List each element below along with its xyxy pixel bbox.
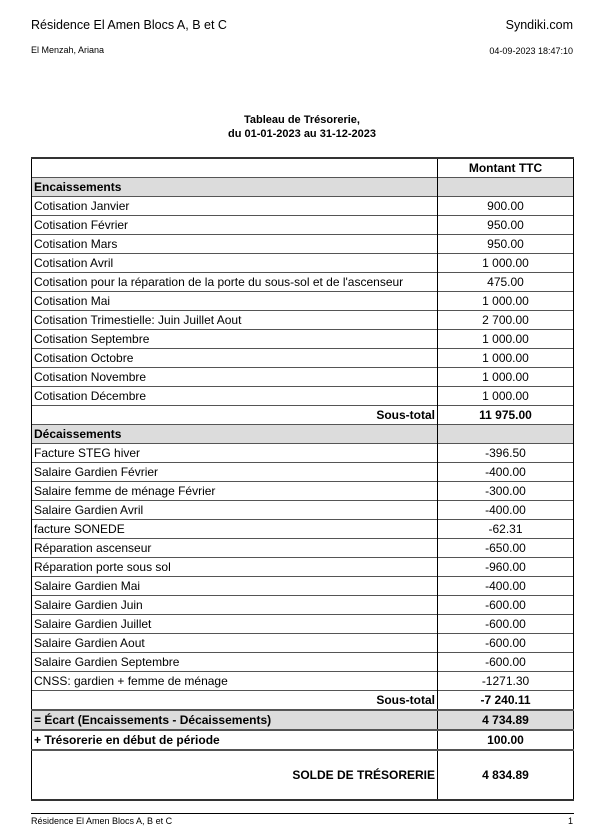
opening-balance-row [32, 730, 574, 750]
row-label: Facture STEG hiver [32, 444, 438, 463]
row-amount: -650.00 [438, 539, 574, 558]
row-amount: -396.50 [438, 444, 574, 463]
row-amount: 1 000.00 [438, 368, 574, 387]
row-label: Salaire Gardien Mai [32, 577, 438, 596]
subtotal-amount: -7 240.11 [438, 691, 574, 711]
row-label: Cotisation Mai [32, 292, 438, 311]
row-amount: -62.31 [438, 520, 574, 539]
row-amount: 2 700.00 [438, 311, 574, 330]
section-label: Encaissements [32, 178, 438, 197]
row-amount: -960.00 [438, 558, 574, 577]
ecart-label: = Écart (Encaissements - Décaissements) [32, 710, 438, 730]
row-label: Salaire Gardien Juin [32, 596, 438, 615]
row-label: Salaire Gardien Juillet [32, 615, 438, 634]
table-row [32, 349, 574, 368]
subtotal-label: Sous-total [32, 691, 438, 711]
section-encaissements [32, 178, 574, 197]
ecart-row [32, 710, 574, 730]
table-row [32, 615, 574, 634]
row-amount: 475.00 [438, 273, 574, 292]
report-title-line1: Tableau de Trésorerie, [244, 114, 360, 126]
table-row [32, 444, 574, 463]
row-amount: -600.00 [438, 653, 574, 672]
closing-balance-row [32, 750, 574, 800]
column-header-amount: Montant TTC [438, 158, 574, 178]
row-label: Cotisation Novembre [32, 368, 438, 387]
row-label: Cotisation Janvier [32, 197, 438, 216]
table-row [32, 330, 574, 349]
subtotal-decaissements [32, 691, 574, 711]
row-label: facture SONEDE [32, 520, 438, 539]
row-label: Réparation porte sous sol [32, 558, 438, 577]
section-empty-cell [438, 425, 574, 444]
closing-balance-amount: 4 834.89 [438, 750, 574, 800]
row-label: Salaire Gardien Aout [32, 634, 438, 653]
row-label: Salaire Gardien Avril [32, 501, 438, 520]
table-row [32, 235, 574, 254]
footer-divider [31, 813, 574, 814]
table-row [32, 653, 574, 672]
row-amount: -400.00 [438, 577, 574, 596]
opening-balance-label: + Trésorerie en début de période [32, 730, 438, 750]
table-row [32, 387, 574, 406]
table-row [32, 596, 574, 615]
row-amount: 1 000.00 [438, 387, 574, 406]
row-amount: 950.00 [438, 216, 574, 235]
residence-location: El Menzah, Ariana [31, 45, 105, 55]
row-amount: -1271.30 [438, 672, 574, 691]
row-amount: -300.00 [438, 482, 574, 501]
row-amount: 1 000.00 [438, 330, 574, 349]
row-amount: -400.00 [438, 463, 574, 482]
table-row [32, 482, 574, 501]
section-empty-cell [438, 178, 574, 197]
table-row [32, 273, 574, 292]
table-row [32, 197, 574, 216]
row-label: Salaire Gardien Février [32, 463, 438, 482]
table-row [32, 634, 574, 653]
row-amount: -400.00 [438, 501, 574, 520]
treasury-table [31, 157, 574, 801]
subtotal-encaissements [32, 406, 574, 425]
row-label: Cotisation Décembre [32, 387, 438, 406]
report-period: du 01-01-2023 au 31-12-2023 [228, 128, 376, 140]
row-amount: 1 000.00 [438, 292, 574, 311]
residence-name: Résidence El Amen Blocs A, B et C [31, 18, 227, 32]
row-label: Salaire Gardien Septembre [32, 653, 438, 672]
table-row [32, 577, 574, 596]
subtotal-label: Sous-total [32, 406, 438, 425]
page-number: 1 [567, 816, 573, 826]
table-row [32, 311, 574, 330]
header-empty-cell [32, 158, 438, 178]
table-row [32, 463, 574, 482]
row-amount: 1 000.00 [438, 349, 574, 368]
row-label: Cotisation Mars [32, 235, 438, 254]
closing-balance-label: SOLDE DE TRÉSORERIE [32, 750, 438, 800]
opening-balance-amount: 100.00 [438, 730, 574, 750]
row-label: Salaire femme de ménage Février [32, 482, 438, 501]
row-label: Cotisation Février [32, 216, 438, 235]
report-title [0, 113, 604, 141]
row-label: Réparation ascenseur [32, 539, 438, 558]
section-label: Décaissements [32, 425, 438, 444]
table-row [32, 254, 574, 273]
section-decaissements [32, 425, 574, 444]
table-row [32, 501, 574, 520]
row-label: CNSS: gardien + femme de ménage [32, 672, 438, 691]
table-row [32, 672, 574, 691]
row-amount: -600.00 [438, 634, 574, 653]
row-label: Cotisation Avril [32, 254, 438, 273]
row-label: Cotisation Trimestielle: Juin Juillet Aout [32, 311, 438, 330]
table-row [32, 558, 574, 577]
table-row [32, 539, 574, 558]
site-name: Syndiki.com [505, 18, 573, 32]
table-header-row [32, 158, 574, 178]
row-amount: 900.00 [438, 197, 574, 216]
print-timestamp: 04-09-2023 18:47:10 [489, 46, 573, 56]
table-row [32, 216, 574, 235]
row-label: Cotisation Septembre [32, 330, 438, 349]
table-row [32, 292, 574, 311]
ecart-amount: 4 734.89 [438, 710, 574, 730]
table-row [32, 368, 574, 387]
table-row [32, 520, 574, 539]
row-amount: -600.00 [438, 615, 574, 634]
row-amount: 950.00 [438, 235, 574, 254]
row-amount: 1 000.00 [438, 254, 574, 273]
footer-residence: Résidence El Amen Blocs A, B et C [31, 816, 173, 826]
row-label: Cotisation Octobre [32, 349, 438, 368]
row-label: Cotisation pour la réparation de la porte du sous-sol et de l'ascenseur [32, 273, 438, 292]
row-amount: -600.00 [438, 596, 574, 615]
subtotal-amount: 11 975.00 [438, 406, 574, 425]
